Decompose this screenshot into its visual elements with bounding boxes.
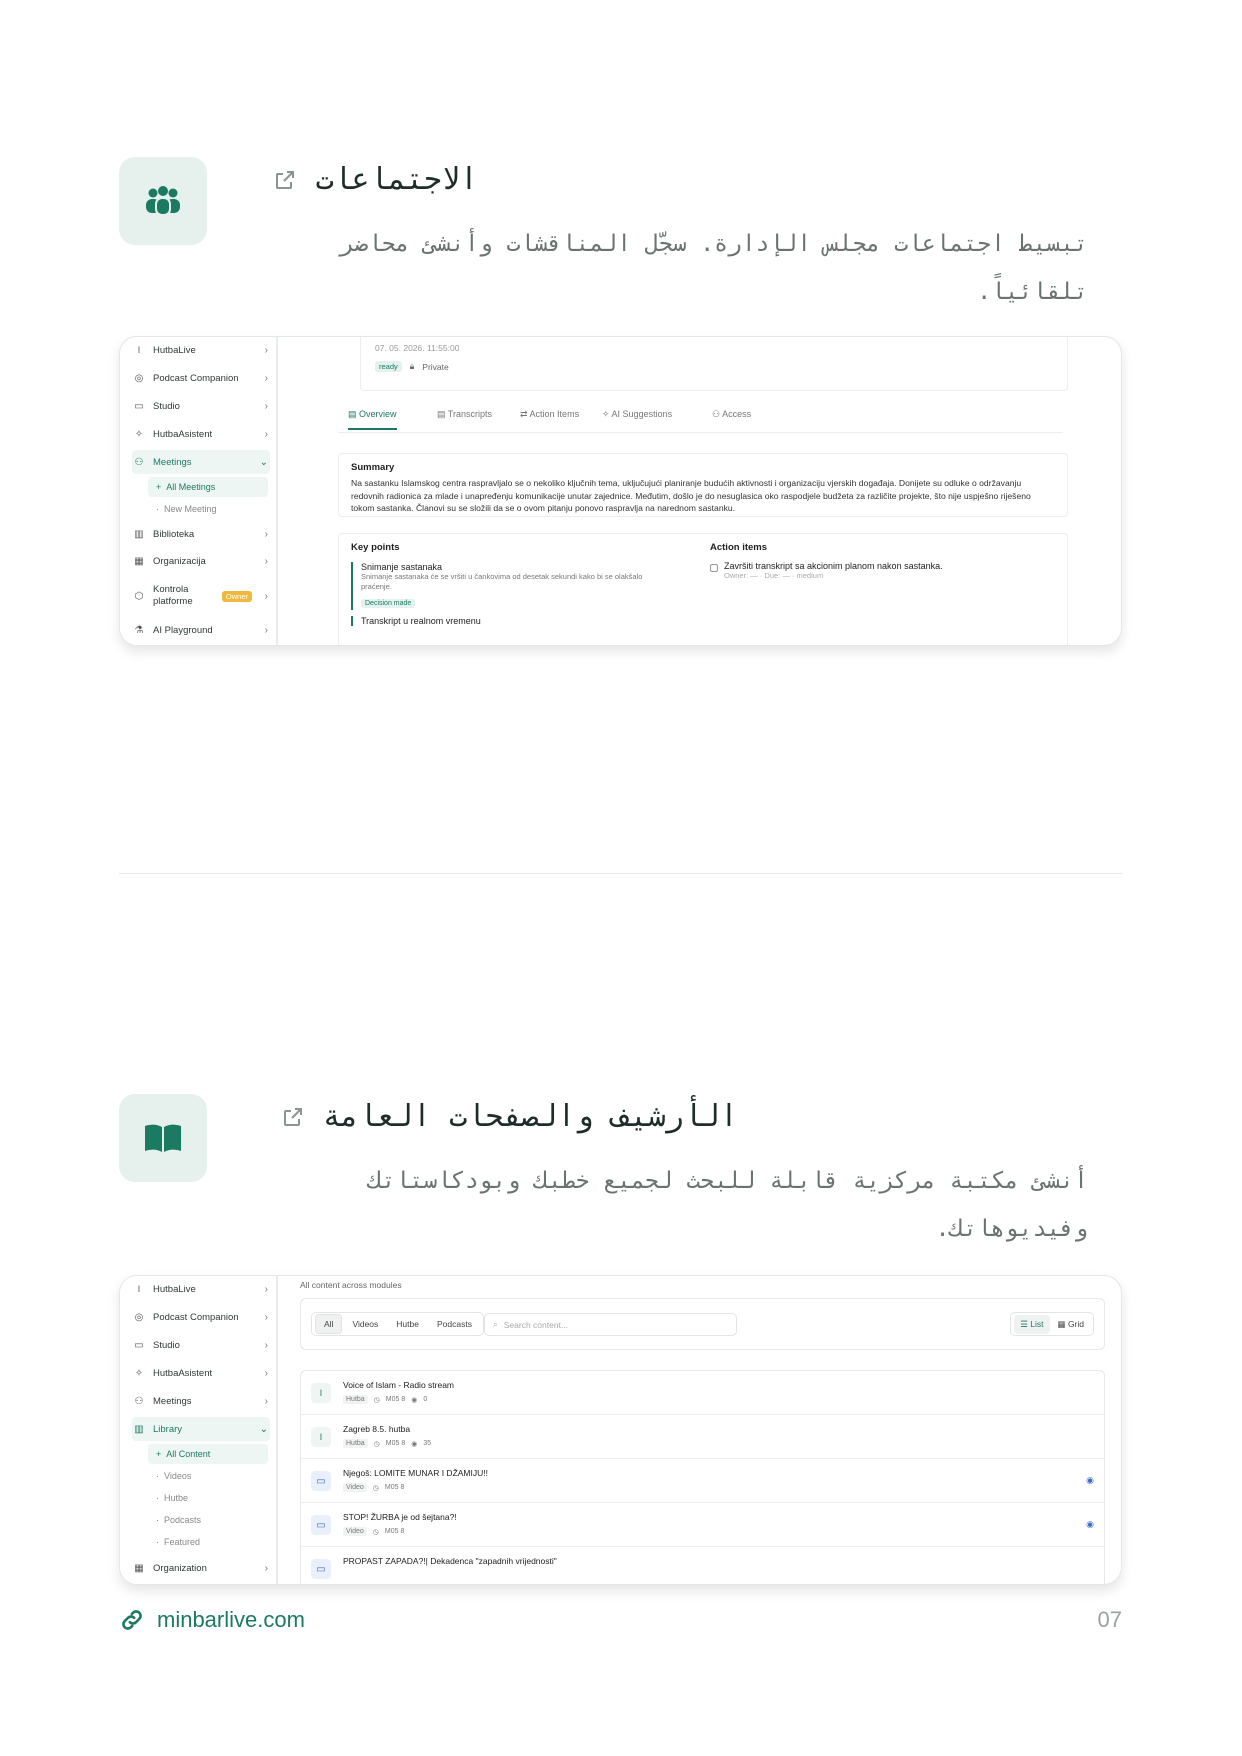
shield-icon: ⬡ <box>134 590 144 602</box>
type-badge: Video <box>343 1527 367 1536</box>
list-item[interactable]: ▭ Njegoš: LOMITE MUNAR I DŽAMIJU!! Video ◷ M05 8 ◉ <box>301 1459 1104 1503</box>
key-point-item: Transkript u realnom vremenu <box>351 616 651 626</box>
chevron-right-icon: › <box>264 555 268 567</box>
chevron-right-icon: › <box>264 528 268 540</box>
tab-action-items[interactable]: ⇄ Action Items <box>520 409 580 419</box>
mic-icon: ⏽ <box>311 1427 331 1447</box>
eye-icon: ◉ <box>411 1440 418 1448</box>
chevron-down-icon: ⌄ <box>259 1423 268 1435</box>
chevron-right-icon: › <box>264 590 268 602</box>
video-icon: ▭ <box>311 1471 331 1491</box>
sidebar-subitem-all-content[interactable]: + All Content <box>148 1444 268 1464</box>
archive-feature-icon-box <box>119 1094 207 1182</box>
clock-icon: ◷ <box>372 1484 379 1492</box>
sidebar-item-ai-playground[interactable]: ⚗ AI Playground › <box>132 618 270 642</box>
view-list-button[interactable]: ☰ List <box>1014 1315 1049 1334</box>
meetings-screenshot <box>119 336 1122 646</box>
sidebar-item-hutbalive[interactable]: ⏽ HutbaLive › <box>132 1277 270 1301</box>
library-icon: ▥ <box>134 1423 144 1435</box>
mic-icon: ⏽ <box>135 1283 143 1295</box>
visibility-label: Private <box>422 361 449 372</box>
tab-access[interactable]: ⚇ Access <box>712 409 752 419</box>
sidebar-item-hutbaasistent[interactable]: ✧ HutbaAsistent › <box>132 1361 270 1385</box>
sidebar-item-meetings[interactable]: ⚇ Meetings › <box>132 1389 270 1413</box>
key-points-card <box>338 533 1068 646</box>
content-list <box>300 1370 1105 1585</box>
meeting-group-icon <box>141 185 185 217</box>
eye-icon[interactable]: ◉ <box>1086 1519 1094 1529</box>
action-items-heading: Action items <box>710 542 768 553</box>
sidebar-item-kontrola-platforme[interactable]: ⬡ Kontrola platforme Owner › <box>132 581 270 611</box>
type-badge: Hutba <box>343 1439 368 1448</box>
search-input[interactable]: ⌕ Search content... <box>484 1313 737 1336</box>
filter-chips <box>311 1312 484 1336</box>
key-point-item: Snimanje sastanaka Snimanje sastanaka će se vršiti u čankovima od desetak sekundi kako bi se olakšalo praćenje. Decision made <box>351 562 651 610</box>
chevron-right-icon: › <box>264 1339 268 1351</box>
summary-card <box>338 453 1068 517</box>
podcast-icon: ◎ <box>134 372 144 384</box>
video-icon: ▭ <box>134 1339 144 1351</box>
library-content <box>280 1276 1121 1584</box>
external-link-icon[interactable] <box>273 168 297 192</box>
type-badge: Hutba <box>343 1395 368 1404</box>
view-toggle <box>1010 1312 1094 1336</box>
clock-icon: ◷ <box>373 1440 380 1448</box>
footer-url[interactable]: minbarlive.com <box>157 1607 305 1632</box>
sidebar-subitem-all-meetings[interactable]: + All Meetings <box>148 477 268 497</box>
chevron-right-icon: › <box>264 400 268 412</box>
eye-icon[interactable]: ◉ <box>1086 1475 1094 1485</box>
video-icon: ▭ <box>311 1515 331 1535</box>
filter-podcasts[interactable]: Podcasts <box>436 1319 472 1329</box>
external-link-icon[interactable] <box>281 1105 305 1129</box>
sidebar-item-podcast-companion[interactable]: ◎ Podcast Companion › <box>132 366 270 390</box>
sidebar-item-hutbalive[interactable]: ⏽ HutbaLive › <box>132 338 270 362</box>
status-badge: ready <box>375 361 402 372</box>
meeting-datetime: 07. 05. 2026. 11:55:00 <box>375 343 460 353</box>
chevron-down-icon: ⌄ <box>259 456 268 468</box>
decision-badge: Decision made <box>361 599 415 608</box>
sidebar-item-organizacija[interactable]: ▦ Organizacija › <box>132 549 270 573</box>
summary-heading: Summary <box>351 462 395 473</box>
tab-overview[interactable]: ▤ Overview <box>348 409 397 430</box>
page-number: 07 <box>1097 1607 1122 1632</box>
sidebar-subitem-podcasts[interactable]: · Podcasts <box>156 1515 202 1525</box>
sidebar <box>120 1276 278 1584</box>
sidebar-item-library[interactable]: ▥ Library ⌄ <box>132 1417 270 1441</box>
list-item[interactable]: ⏽ Zagreb 8.5. hutba Hutba ◷ M05 8 ◉ 35 <box>301 1415 1104 1459</box>
meetings-title-row <box>238 162 478 197</box>
list-item[interactable]: ⏽ Voice of Islam - Radio stream Hutba ◷ M05 8 ◉ 0 <box>301 1371 1104 1415</box>
link-icon <box>119 1607 145 1633</box>
library-subtitle: All content across modules <box>300 1280 402 1290</box>
open-book-icon <box>143 1122 183 1154</box>
tabs-divider <box>338 432 1063 433</box>
meeting-detail <box>280 337 1121 645</box>
chevron-right-icon: › <box>264 1311 268 1323</box>
archive-title: الأرشيف والصفحات العامة <box>322 1099 738 1134</box>
owner-badge: Owner <box>222 591 252 602</box>
people-icon: ⚇ <box>134 1395 144 1407</box>
tab-transcripts[interactable]: ▤ Transcripts <box>437 409 493 419</box>
meeting-status-row <box>375 361 449 372</box>
list-item[interactable]: ▭ PROPAST ZAPADA?!| Dekadenca "zapadnih vrijednosti" <box>301 1547 1104 1585</box>
building-icon: ▦ <box>134 555 144 567</box>
chevron-right-icon: › <box>264 624 268 636</box>
archive-description: أنشئ مكتبة مركزية قابلة للبحث لجميع خطبك وبودكاستاتك وفيديوهاتك. <box>367 1168 1088 1242</box>
video-icon: ▭ <box>311 1559 331 1579</box>
lock-icon: 🔒︎ <box>409 361 415 371</box>
search-icon: ⌕ <box>493 1319 498 1329</box>
footer-link[interactable] <box>119 1607 305 1633</box>
sidebar-item-meetings[interactable]: ⚇ Meetings ⌄ <box>132 450 270 474</box>
summary-text: Na sastanku Islamskog centra raspravljalo se o nekoliko ključnih tema, uključujući planiranje budućih aktivnosti i organizaciju vjerskih događaja. Donijete su odluke o održavanju redovnih radionica za mlade i unapređenju komunikacije unutar zajednice. Međutim, došlo je do nesuglasica oko raspodjele budžeta za različite projekte, što nije uspješno riješeno tokom sastanka. Članovi su se složili da se o ovom pitanju ponovo raspravlja na narednom sastanku. <box>351 478 1031 513</box>
sparkle-icon: ✧ <box>134 1367 144 1379</box>
podcast-icon: ◎ <box>134 1311 144 1323</box>
clock-icon: ◷ <box>373 1396 380 1404</box>
chevron-right-icon: › <box>264 1562 268 1574</box>
chevron-right-icon: › <box>264 344 268 356</box>
grid-icon: ▦ <box>1057 1318 1066 1329</box>
view-grid-button[interactable]: ▦ Grid <box>1057 1318 1084 1329</box>
video-icon: ▭ <box>134 400 144 412</box>
sidebar-subitem-videos[interactable]: · Videos <box>156 1471 192 1481</box>
filter-hutbe[interactable]: Hutbe <box>396 1319 419 1329</box>
meetings-title: الاجتماعات <box>315 162 478 197</box>
sidebar-item-organization[interactable]: ▦ Organization › <box>132 1556 270 1580</box>
action-item-checkbox[interactable] <box>710 564 718 572</box>
mic-icon: ⏽ <box>311 1383 331 1403</box>
list-item[interactable]: ▭ STOP! ŽURBA je od šejtana?! Video ◷ M05 8 ◉ <box>301 1503 1104 1547</box>
tab-ai-suggestions[interactable]: ✧ AI Suggestions <box>602 409 673 419</box>
filter-videos[interactable]: Videos <box>352 1319 379 1329</box>
filter-all[interactable]: All <box>315 1314 342 1334</box>
filter-bar <box>300 1298 1105 1350</box>
section-divider <box>119 873 1122 874</box>
action-item: Završiti transkript sa akcionim planom nakon sastanka. Owner: — · Due: — · medium <box>710 561 943 581</box>
library-screenshot <box>119 1275 1122 1585</box>
archive-title-row <box>238 1099 738 1134</box>
sidebar-item-podcast-companion[interactable]: ◎ Podcast Companion › <box>132 1305 270 1329</box>
list-icon: ☰ <box>1020 1318 1028 1329</box>
chevron-right-icon: › <box>264 1283 268 1295</box>
sidebar-item-hutbaasistent[interactable]: ✧ HutbaAsistent › <box>132 422 270 446</box>
clock-icon: ◷ <box>372 1528 379 1536</box>
sparkle-icon: ✧ <box>134 428 144 440</box>
mic-icon: ⏽ <box>135 344 143 356</box>
eye-icon: ◉ <box>411 1396 418 1404</box>
sidebar <box>120 337 278 645</box>
meetings-feature-icon-box <box>119 157 207 245</box>
sidebar-subitem-new-meeting[interactable]: · New Meeting <box>156 504 217 514</box>
building-icon: ▦ <box>134 1562 144 1574</box>
meetings-description: تبسيط اجتماعات مجلس الإدارة. سجّل المناقشات وأنشئ محاضر تلقائياً. <box>340 231 1088 305</box>
chevron-right-icon: › <box>264 372 268 384</box>
sidebar-subitem-featured[interactable]: · Featured <box>156 1537 201 1547</box>
library-icon: ▥ <box>134 528 144 540</box>
sidebar-item-studio[interactable]: ▭ Studio › <box>132 394 270 418</box>
sidebar-subitem-hutbe[interactable]: · Hutbe <box>156 1493 189 1503</box>
type-badge: Video <box>343 1483 367 1492</box>
meeting-header-card <box>360 337 1068 391</box>
people-icon: ⚇ <box>134 456 144 468</box>
key-points-heading: Key points <box>351 542 400 553</box>
flask-icon: ⚗ <box>134 624 144 636</box>
chevron-right-icon: › <box>264 428 268 440</box>
sidebar-item-studio[interactable]: ▭ Studio › <box>132 1333 270 1357</box>
chevron-right-icon: › <box>264 1395 268 1407</box>
sidebar-item-biblioteka[interactable]: ▥ Biblioteka › <box>132 522 270 546</box>
chevron-right-icon: › <box>264 1367 268 1379</box>
